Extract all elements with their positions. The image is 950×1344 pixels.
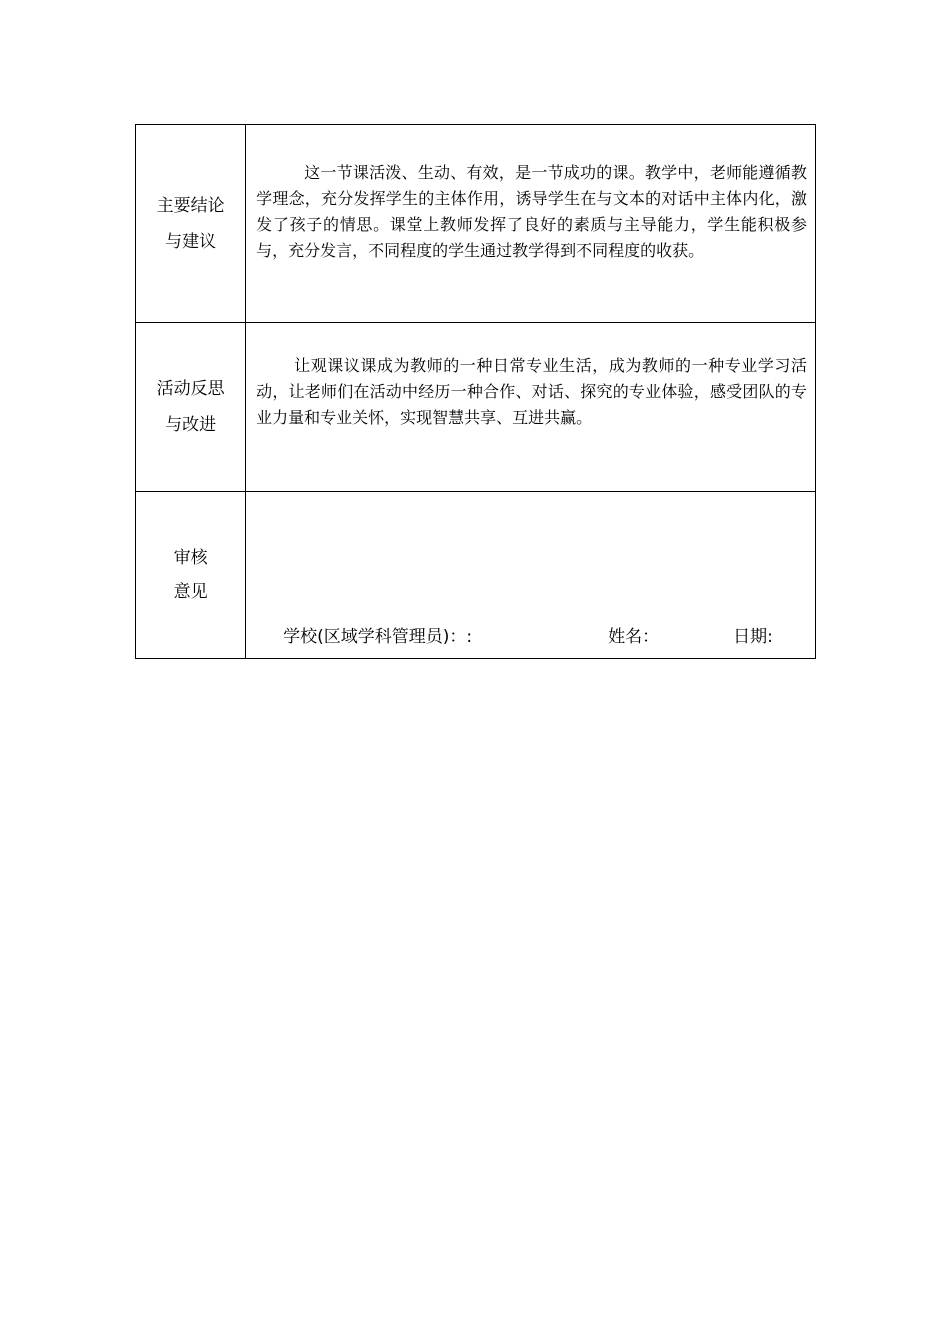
conclusion-label-line1: 主要结论 — [156, 195, 225, 216]
review-opinion-cell[interactable] — [246, 492, 816, 659]
review-form-table — [135, 124, 816, 659]
conclusion-label-cell — [136, 125, 246, 323]
review-label-line1: 审核 — [173, 548, 208, 568]
name-label: 姓名： — [608, 627, 660, 647]
conclusion-text-cell[interactable] — [246, 125, 816, 323]
conclusion-label-line2: 与建议 — [165, 231, 217, 252]
conclusion-row — [136, 125, 816, 323]
reflection-row — [136, 323, 816, 492]
reflection-label-line1: 活动反思 — [156, 379, 225, 399]
reflection-label-cell — [136, 323, 246, 492]
review-label-cell — [136, 492, 246, 659]
reflection-text-cell[interactable] — [246, 323, 816, 492]
reflection-text: 让观课议课成为教师的一种日常专业生活，成为教师的一种专业学习活动，让老师们在活动中经历一种合作、对话、探究的专业体验，感受团队的专业力量和专业关怀，实现智慧共享、互进共赢。 — [256, 356, 807, 427]
school-admin-label: 学校(区域学科管理员)：: — [283, 627, 473, 647]
conclusion-text: 这一节课活泼、生动、有效，是一节成功的课。教学中，老师能遵循教学理念，充分发挥学生的主体作用，诱导学生在与文本的对话中主体内化，激发了孩子的情思。课堂上教师发挥了良好的素质与主导能力，学生能积极参与，充分发言，不同程度的学生通过教学得到不同程度的收获。 — [256, 163, 807, 260]
review-label-line2: 意见 — [173, 582, 208, 602]
review-row — [136, 492, 816, 659]
reflection-label-line2: 与改进 — [165, 415, 217, 435]
date-label: 日期: — [733, 627, 773, 647]
